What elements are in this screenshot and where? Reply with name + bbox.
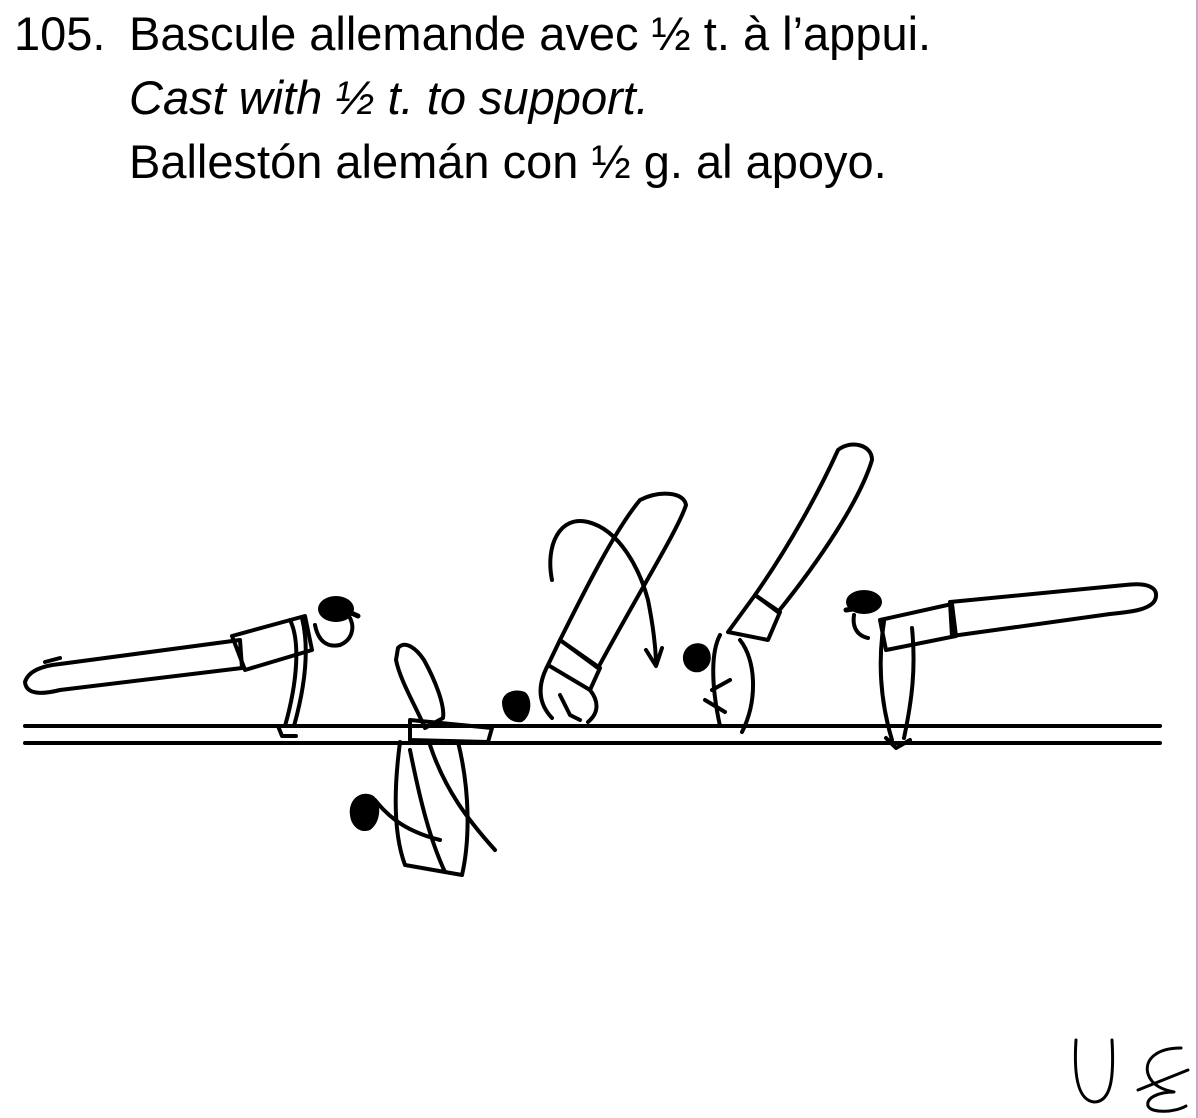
gymnast-rising-head (683, 643, 711, 672)
element-name-spanish: Ballestón alemán con ½ g. al apoyo. (129, 135, 887, 188)
gymnast-cast-head (502, 690, 530, 722)
gymnast-face (315, 618, 352, 646)
gymnast-pike-below-bar (375, 645, 495, 875)
gymnast-cast-rotation (541, 494, 686, 722)
gymnast-final-support-right (854, 584, 1157, 748)
gymnast-raised-legs (396, 645, 443, 728)
gymnast-rising-arms (713, 635, 753, 732)
signature-strike (1138, 1070, 1188, 1090)
gymnast-final-legs (950, 584, 1156, 636)
gymnast-rising-to-support (705, 445, 872, 732)
parallel-bars (25, 726, 1160, 743)
gymnast-arms (285, 618, 306, 726)
element-number: 105. (14, 7, 106, 60)
element-name-english: Cast with ½ t. to support. (129, 71, 649, 124)
gymnast-final-face (854, 615, 868, 638)
gymnast-trunk (232, 616, 312, 670)
gymnast-hanging-head (350, 794, 379, 831)
gymnast-rising-legs (755, 445, 872, 612)
gymnast-foot (45, 658, 60, 662)
gymnast-hanging-trunk (396, 742, 468, 875)
gymnast-head (318, 596, 354, 622)
gymnast-rising-hands (705, 680, 730, 712)
gymnast-front-support-left (25, 616, 352, 736)
gymnast-rising-hips (728, 595, 780, 640)
signature-letter-u (1075, 1040, 1112, 1102)
gymnast-final-trunk (880, 604, 956, 650)
gymnast-final-cap-brim (846, 608, 860, 610)
gymnast-hanging-arms (410, 745, 495, 872)
gymnast-legs (25, 640, 242, 693)
author-signature (1066, 1030, 1196, 1116)
element-name-french: Bascule allemande avec ½ t. à l’appui. (129, 7, 932, 60)
gymnast-cast-hands (560, 695, 580, 720)
